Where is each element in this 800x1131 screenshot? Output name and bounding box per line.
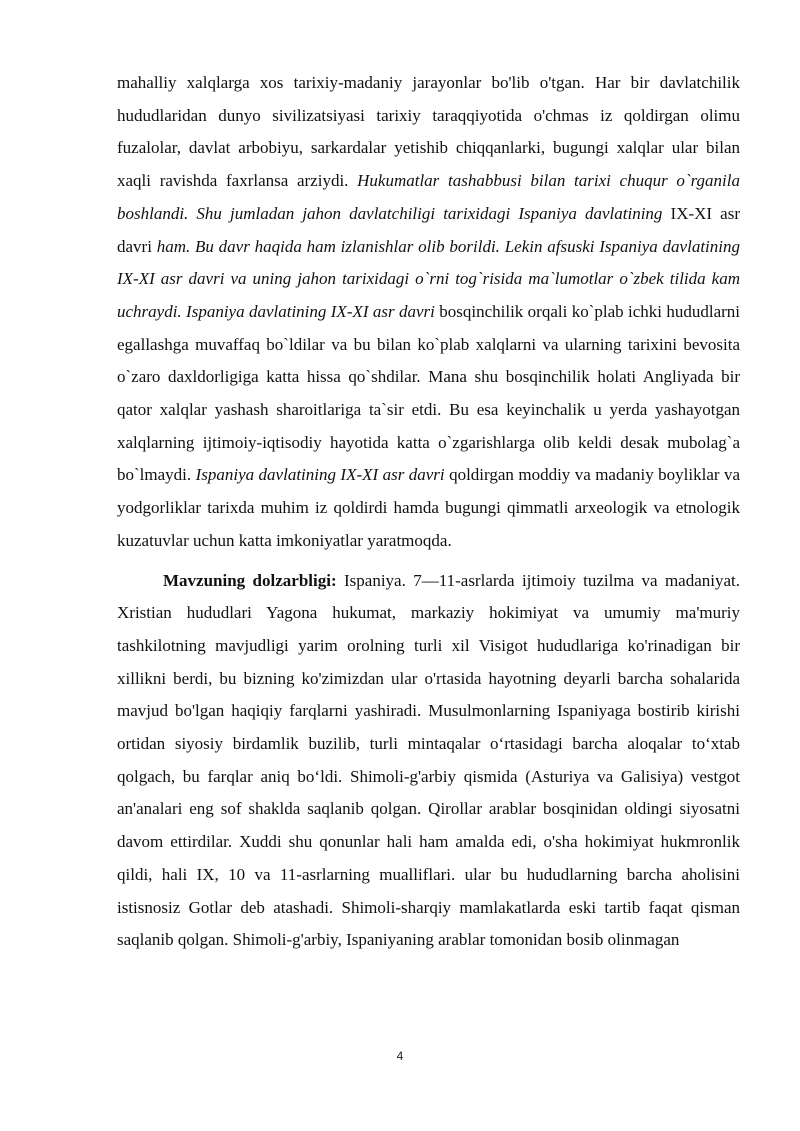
intro-italic-1: Hukumatlar tashabbusi bilan tarixi chuqur o`rganila boshlandi. Shu jumladan jahon davlatchiligi tarixidagi Ispaniya davlatining: [117, 171, 741, 223]
intro-sentence-3: qoldirgan moddiy va madaniy boyliklar va yodgorliklar tarixda muhim iz qoldirdi hamda bugungi qimmatli arxeologik va etnologik kuzatuvlar uchun katta imkoniyatlar yaratmoqda.: [117, 465, 741, 550]
intro-sentence-1: mahalliy xalqlarga xos tarixiy-madaniy jarayonlar bo'lib o'tgan. Har bir davlatchilik hududlaridan dunyo sivilizatsiyasi tarixiy taraqqiyotida o'chmas iz qoldirgan olimu fuzalolar, davlat arbobiyu, sarkardalar yetishib chiqqanlarki, bugungi xalqlar ular bilan xaqli ravishda faxrlansa arziydi.: [117, 73, 740, 191]
intro-sentence-2: bosqinchilik orqali ko`plab ichki hududlarni egallashga muvaffaq bo`ldilar va bu bilan ko`plab xalqlarni va ularning tarixini bevosita o`zaro daxldorligiga katta hissa qo`shdilar. Mana shu bosqinchilik holati Angliyada bir qator xalqlar yashash sharoitlariga ta`sir etdi. Bu esa keyinchalik u yerda yashayotgan xalqlarning ijtimoiy-iqtisodiy hayotida katta o`zgarishlarga olib keldi desak mubolag`a bo`lmaydi.: [117, 301, 741, 485]
intro-period-text: IX-XI asr davri: [117, 203, 741, 256]
relevance-body: Ispaniya. 7—11-asrlarda ijtimoiy tuzilma va madaniyat. Xristian hududlari Yagona hukumat, markaziy hokimiyat va umumiy ma'muriy tashkilotning mavjudligi yarim orolning turli xil Visigot hududlariga ko'rinadigan bir xillikni berdi, bu bizning ko'zimizdan ular o'rtasida hayotning deyarli barcha sohalarida mavjud bo'lgan haqiqiy farqlarni yashiradi. Musulmonlarning Ispaniyaga bostirib kirishi ortidan siyosiy birdamlik buzilib, turli mintaqalar o‘rtasidagi barcha aloqalar to‘xtab qolgach, bu farqlar aniq bo‘ldi. Shimoli-g'arbiy qismida (Asturiya va Galisiya) vestgot an'analari eng sof shaklda saqlanib qolgan. Qirollar arablar bosqinidan oldingi siyosatni davom ettirdilar. Xuddi shu qonunlar hali ham amalda edi, o'sha hokimiyat hukmronlik qildi, hali IX, 10 va 11-asrlarning mualliflari. ular bu hududlarning barcha aholisini istisnosiz Gotlar deb atashadi. Shimoli-sharqiy mamlakatlarda eski tartib faqat qisman saqlanib qolgan. Shimoli-g'arbiy, Ispaniyaning arablar tomonidan bosib olinmagan: [117, 570, 741, 950]
relevance-heading: Mavzuning dolzarbligi:: [163, 570, 337, 590]
paragraph-relevance: [117, 565, 740, 957]
body-text: [117, 67, 740, 957]
paragraph-intro: [117, 67, 740, 558]
intro-italic-3: Ispaniya davlatining IX-XI asr davri: [195, 465, 445, 485]
intro-italic-2: ham. Bu davr haqida ham izlanishlar olib borildi. Lekin afsuski Ispaniya davlatining IX-XI asr davri va uning jahon tarixidagi o`rni tog`risida ma`lumotlar o`zbek tilida kam uchraydi. Ispaniya davlatining IX-XI asr davri: [117, 236, 740, 321]
page-number: 4: [396, 1049, 404, 1063]
